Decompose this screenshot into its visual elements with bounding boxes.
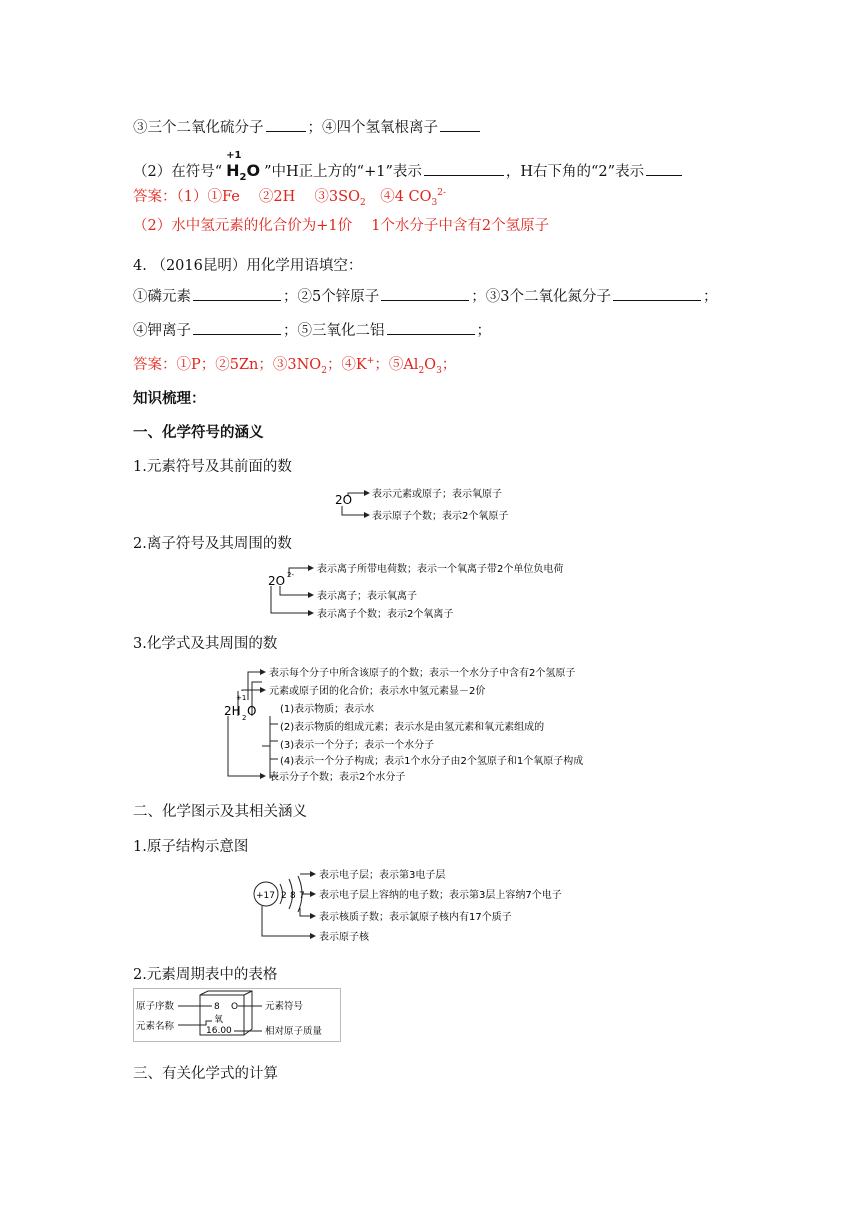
q4-answer-text-d: O bbox=[424, 357, 437, 373]
q4-answer-text-e: ； bbox=[441, 357, 457, 373]
annotation: 表示原子核 bbox=[319, 932, 369, 943]
q3-answer2: （2）水中氢元素的化合价为+1价 1个水分子中含有2个氢原子 bbox=[133, 218, 550, 234]
electron-count: 2 bbox=[281, 891, 287, 901]
subscript: 2 bbox=[359, 197, 366, 208]
answer-blank[interactable] bbox=[381, 286, 469, 301]
figure-2-svg bbox=[262, 558, 602, 620]
q3-item3: ③三个二氧化硫分子 bbox=[133, 120, 264, 136]
figure-4-svg bbox=[252, 862, 632, 946]
q4-row2 bbox=[133, 319, 491, 340]
figure-atom-structure bbox=[252, 862, 632, 946]
q4-item1: ①磷元素 bbox=[133, 289, 191, 305]
annotation: 元素或原子团的化合价；表示水中氢元素显－2价 bbox=[269, 686, 486, 697]
h2o-h: H bbox=[226, 161, 240, 180]
q3-part2 bbox=[133, 150, 684, 184]
label-right: 元素符号 bbox=[265, 1001, 304, 1012]
formula-valence: +1 bbox=[236, 694, 247, 702]
figure-formula bbox=[220, 660, 650, 788]
ion-symbol: 2O bbox=[268, 574, 286, 588]
answer-blank[interactable] bbox=[266, 117, 306, 132]
figure-ion-symbol bbox=[262, 558, 602, 620]
cell-mass: 16.00 bbox=[206, 1026, 232, 1036]
subscript: 2 bbox=[418, 365, 425, 376]
q4-answer bbox=[133, 353, 456, 376]
element-symbol: 2O bbox=[335, 493, 353, 507]
section-2-heading: 二、化学图示及其相关涵义 bbox=[133, 804, 307, 820]
subsection-2-1: 1.原子结构示意图 bbox=[133, 839, 249, 855]
subscript: 3 bbox=[436, 365, 442, 376]
q4-item4: ④钾离子 bbox=[133, 323, 191, 339]
arrow-head bbox=[364, 490, 370, 496]
q3-answer-text: 答案：（1）①Fe ②2H ③3SO bbox=[133, 189, 360, 205]
subsection-2-2: 2.元素周期表中的表格 bbox=[133, 967, 278, 983]
subscript: 2 bbox=[321, 365, 327, 376]
h2o-sub: 2 bbox=[239, 172, 247, 184]
figure-5-svg bbox=[134, 989, 340, 1041]
q4-item5: ；⑤三氧化二铝 bbox=[283, 323, 385, 339]
annotation: 表示元素或原子；表示氧原子 bbox=[372, 489, 502, 500]
annotation: 表示电子层上容纳的电子数；表示第3层上容纳7个电子 bbox=[319, 890, 562, 901]
annotation: 表示每个分子中所含该原子的个数；表示一个水分子中含有2个氢原子 bbox=[269, 668, 576, 679]
q3-part2-prefix: （2）在符号“ bbox=[133, 164, 223, 180]
formula-o: O bbox=[247, 704, 257, 718]
subscript: 3 bbox=[431, 197, 438, 208]
h2o-symbol bbox=[226, 150, 261, 184]
figure-1-svg bbox=[330, 482, 550, 522]
electron-count: 8 bbox=[290, 891, 296, 901]
q4-title: 4. （2016昆明）用化学用语填空： bbox=[133, 258, 363, 274]
nucleus-label: +17 bbox=[256, 891, 275, 901]
label-right: 相对原子质量 bbox=[265, 1026, 323, 1037]
q4-answer-text-b: ；④K bbox=[326, 357, 367, 373]
annotation: 表示离子个数；表示2个氧离子 bbox=[317, 609, 454, 620]
q3-part2-mid: ”中H正上方的“+1”表示 bbox=[264, 164, 422, 180]
q3-part2-end: ，H右下角的“2”表示 bbox=[505, 164, 645, 180]
annotation: (3)表示一个分子；表示一个水分子 bbox=[280, 740, 435, 751]
q4-row1 bbox=[133, 285, 717, 306]
arrow-line bbox=[342, 506, 366, 515]
answer-blank[interactable] bbox=[424, 161, 504, 176]
formula-symbol: 2H bbox=[224, 704, 241, 718]
subsection-1-3: 3.化学式及其周围的数 bbox=[133, 636, 278, 652]
h2o-valence: +1 bbox=[226, 150, 242, 161]
answer-blank[interactable] bbox=[646, 161, 682, 176]
arrow-head bbox=[364, 512, 370, 518]
q3-row-items bbox=[133, 116, 482, 137]
h2o-o: O bbox=[246, 161, 261, 180]
section-3-heading: 三、有关化学式的计算 bbox=[133, 1066, 278, 1082]
subsection-1-1: 1.元素符号及其前面的数 bbox=[133, 459, 292, 475]
electron-count: 7 bbox=[299, 891, 305, 901]
answer-blank[interactable] bbox=[193, 286, 281, 301]
answer-blank[interactable] bbox=[613, 286, 701, 301]
answer-blank[interactable] bbox=[387, 320, 475, 335]
annotation: 表示原子个数；表示2个氧原子 bbox=[372, 511, 509, 522]
section-1-heading: 一、化学符号的涵义 bbox=[133, 424, 264, 441]
annotation: 表示电子层；表示第3电子层 bbox=[319, 870, 446, 881]
figure-periodic-cell bbox=[133, 988, 341, 1042]
annotation: 表示核质子数；表示氯原子核内有17个质子 bbox=[319, 912, 512, 923]
q4-item3: ；③3个二氧化氮分子 bbox=[471, 289, 611, 305]
annotation: 表示离子所带电荷数；表示一个氧离子带2个单位负电荷 bbox=[317, 564, 564, 575]
formula-subscript: 2 bbox=[242, 714, 247, 722]
cell-symbol: O bbox=[231, 1002, 239, 1012]
q3-item4: ；④四个氢氧根离子 bbox=[307, 120, 438, 136]
label-left: 元素名称 bbox=[136, 1021, 175, 1032]
annotation: (1)表示物质；表示水 bbox=[280, 704, 375, 715]
q4-answer-text-c: ；⑤Al bbox=[374, 357, 419, 373]
q4-answer-text: 答案：①P；②5Zn；③3NO bbox=[133, 357, 322, 373]
annotation: (2)表示物质的组成元素；表示水是由氢元素和氧元素组成的 bbox=[280, 722, 545, 733]
answer-blank[interactable] bbox=[440, 117, 480, 132]
knowledge-title: 知识梳理： bbox=[133, 390, 206, 407]
cell-number: 8 bbox=[214, 1002, 220, 1012]
annotation: 表示分子个数；表示2个水分子 bbox=[269, 772, 406, 783]
answer-blank[interactable] bbox=[193, 320, 281, 335]
q4-sep: ； bbox=[702, 289, 718, 305]
label-left: 原子序数 bbox=[136, 1001, 175, 1012]
subsection-1-2: 2.离子符号及其周围的数 bbox=[133, 536, 292, 552]
superscript: 2- bbox=[437, 188, 447, 199]
q4-sep: ； bbox=[476, 323, 491, 339]
q3-answer1 bbox=[133, 185, 446, 208]
figure-element-symbol bbox=[330, 482, 550, 522]
figure-3-svg bbox=[220, 660, 650, 788]
q4-item2: ；②5个锌原子 bbox=[283, 289, 380, 305]
cell-name: 氧 bbox=[214, 1015, 224, 1025]
ion-charge: 2- bbox=[287, 571, 294, 579]
annotation: (4)表示一个分子构成；表示1个水分子由2个氢原子和1个氧原子构成 bbox=[280, 756, 584, 767]
superscript: + bbox=[366, 356, 375, 367]
q3-answer-text-4: ④4 CO bbox=[365, 189, 432, 205]
annotation: 表示离子；表示氧离子 bbox=[317, 591, 417, 602]
